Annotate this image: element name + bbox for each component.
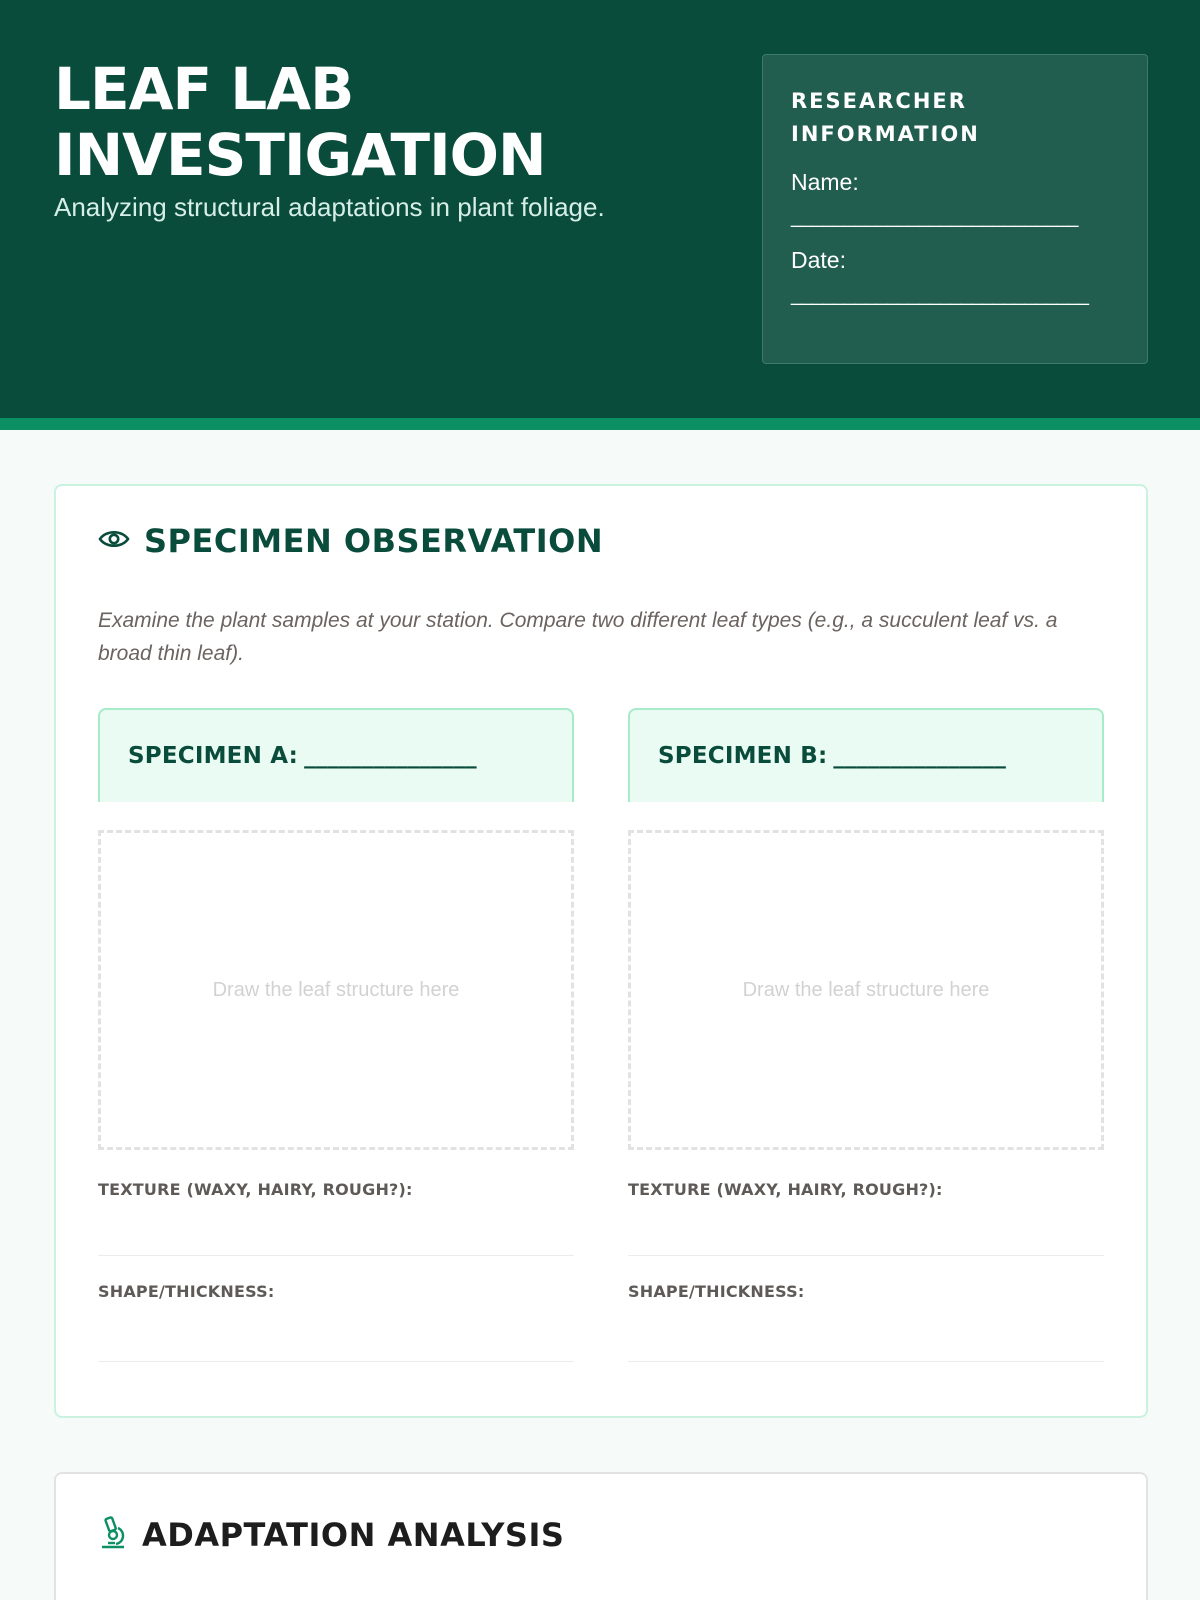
page-title <box>54 56 546 188</box>
specimen-b-texture-field[interactable] <box>628 1150 1104 1256</box>
specimen-a-shape-label: SHAPE/THICKNESS: <box>98 1282 275 1301</box>
specimen-a-draw-hint: Draw the leaf structure here <box>212 978 460 1001</box>
specimen-a-drawing-area[interactable] <box>98 830 574 1150</box>
header-banner <box>0 0 1200 418</box>
header-accent-stripe <box>0 418 1200 430</box>
researcher-heading: RESEARCHER INFORMATION <box>791 89 980 146</box>
specimen-b-shape-field[interactable] <box>628 1256 1104 1362</box>
observation-instructions: Examine the plant samples at your station. Compare two different leaf types (e.g., a succulent leaf vs. a broad thin leaf). <box>98 609 1058 665</box>
page-subtitle: Analyzing structural adaptations in plant foliage. <box>54 192 605 222</box>
microscope-icon <box>98 1516 128 1554</box>
title-line-2: INVESTIGATION <box>54 121 546 189</box>
specimen-b-shape-label: SHAPE/THICKNESS: <box>628 1282 805 1301</box>
specimen-a-shape-field[interactable] <box>98 1256 574 1362</box>
specimen-a-column <box>98 708 574 1362</box>
specimen-b-column <box>628 708 1104 1362</box>
observation-title: SPECIMEN OBSERVATION <box>144 522 604 560</box>
researcher-info-box <box>762 54 1148 364</box>
specimen-b-name-field[interactable]: _______________ <box>833 743 1006 769</box>
observation-section-header <box>98 522 603 560</box>
specimen-a-label: SPECIMEN A: <box>128 743 299 769</box>
specimen-a-name-field[interactable]: _______________ <box>304 743 477 769</box>
specimen-b-drawing-area[interactable] <box>628 830 1104 1150</box>
specimen-a-texture-field[interactable] <box>98 1150 574 1256</box>
name-label: Name: <box>791 169 859 195</box>
specimen-b-header <box>628 708 1104 802</box>
specimen-a-texture-label: TEXTURE (WAXY, HAIRY, ROUGH?): <box>98 1180 413 1199</box>
name-field[interactable]: ___________________________ <box>791 206 1078 228</box>
date-field[interactable]: ____________________________ <box>791 284 1089 306</box>
specimen-b-texture-label: TEXTURE (WAXY, HAIRY, ROUGH?): <box>628 1180 943 1199</box>
title-line-1: LEAF LAB <box>54 55 354 123</box>
analysis-title: ADAPTATION ANALYSIS <box>142 1516 565 1554</box>
eye-icon <box>98 527 130 555</box>
adaptation-analysis-card <box>54 1472 1148 1600</box>
specimen-observation-card <box>54 484 1148 1418</box>
specimen-b-draw-hint: Draw the leaf structure here <box>742 978 990 1001</box>
analysis-section-header <box>98 1516 564 1554</box>
specimen-b-label: SPECIMEN B: <box>658 743 828 769</box>
date-label: Date: <box>791 247 846 273</box>
specimen-a-header <box>98 708 574 802</box>
